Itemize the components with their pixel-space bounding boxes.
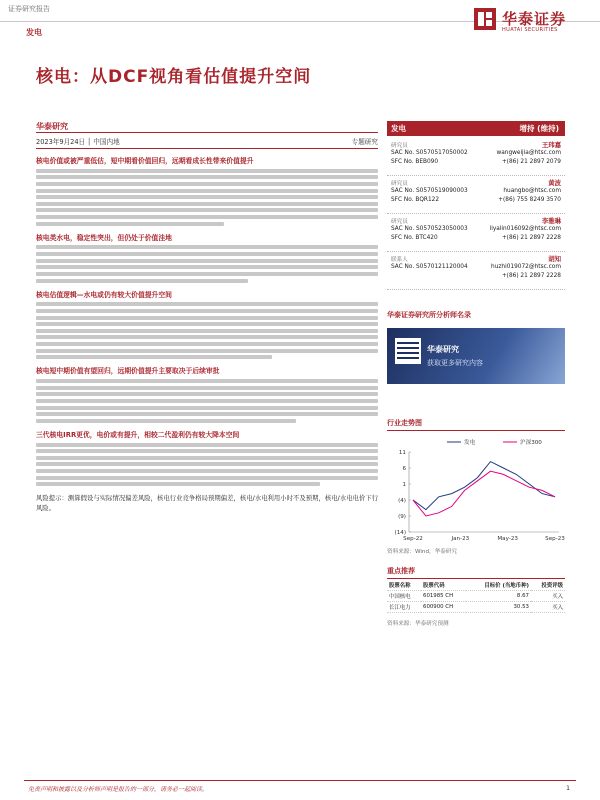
series-line bbox=[413, 462, 555, 510]
text-line-placeholder bbox=[36, 406, 378, 410]
text-line-placeholder bbox=[36, 252, 378, 256]
text-line-placeholder bbox=[36, 222, 224, 226]
analyst-phone: +(86) 755 8249 3570 bbox=[498, 197, 561, 203]
text-line-placeholder bbox=[36, 175, 378, 179]
analyst-sac: SAC No. S0570121120004 bbox=[391, 264, 468, 270]
logo-subtext: HUATAI SECURITIES bbox=[502, 27, 558, 33]
text-line-placeholder bbox=[36, 456, 378, 460]
y-tick-label: 6 bbox=[402, 466, 406, 472]
analyst-card bbox=[387, 252, 565, 290]
analyst-role: 研究员 bbox=[391, 219, 408, 225]
text-line-placeholder bbox=[36, 265, 378, 269]
picks-row[interactable] bbox=[387, 591, 565, 602]
picks-heading: 重点推荐 bbox=[387, 567, 415, 575]
qr-code-icon bbox=[395, 338, 421, 364]
text-line-placeholder bbox=[36, 392, 378, 396]
section-paragraph bbox=[36, 443, 378, 487]
y-tick-label: 11 bbox=[398, 450, 406, 456]
banner-title: 华泰研究 bbox=[427, 345, 459, 354]
industry-trend-chart bbox=[387, 434, 565, 546]
banner-subtitle: 获取更多研究内容 bbox=[427, 359, 483, 367]
chart-source: 资料来源：Wind，华泰研究 bbox=[387, 549, 457, 555]
date-divider bbox=[36, 148, 378, 149]
series-line bbox=[413, 471, 555, 516]
text-line-placeholder bbox=[36, 476, 378, 480]
section-paragraph bbox=[36, 245, 378, 282]
x-tick-label: Jan-23 bbox=[451, 536, 470, 542]
picks-column-header: 股票代码 bbox=[421, 580, 466, 591]
research-team: 华泰研究 bbox=[36, 122, 68, 131]
analyst-card bbox=[387, 176, 565, 214]
section-paragraph bbox=[36, 169, 378, 226]
text-line-placeholder bbox=[36, 482, 320, 486]
text-line-placeholder bbox=[36, 215, 378, 219]
text-line-placeholder bbox=[36, 349, 378, 353]
section-paragraph bbox=[36, 379, 378, 423]
x-tick-label: May-23 bbox=[497, 536, 518, 542]
analyst-role: 联系人 bbox=[391, 257, 408, 263]
section-heading: 核电估值逻辑—水电或仍有较大价值提升空间 bbox=[36, 290, 172, 299]
body-text bbox=[36, 157, 378, 513]
rating-bar bbox=[387, 121, 565, 136]
huatai-logo-icon bbox=[474, 8, 496, 30]
page-number: 1 bbox=[566, 784, 571, 792]
picks-table-wrap bbox=[387, 580, 565, 613]
text-line-placeholder bbox=[36, 302, 378, 306]
text-line-placeholder bbox=[36, 309, 378, 313]
text-line-placeholder bbox=[36, 412, 378, 416]
text-line-placeholder bbox=[36, 419, 296, 423]
analyst-sfc: SFC No. BEB090 bbox=[391, 159, 439, 165]
date-line bbox=[36, 136, 378, 146]
text-line-placeholder bbox=[36, 449, 378, 453]
text-line-placeholder bbox=[36, 259, 378, 263]
text-line-placeholder bbox=[36, 329, 378, 333]
report-date: 2023年9月24日 │ 中国内地 bbox=[36, 138, 120, 146]
text-line-placeholder bbox=[36, 386, 378, 390]
report-type: 证券研究报告 bbox=[8, 5, 50, 13]
analyst-phone: +(86) 21 2897 2079 bbox=[501, 159, 561, 165]
picks-column-header: 目标价 (当地币种) bbox=[466, 580, 531, 591]
analyst-sac: SAC No. S0570523050003 bbox=[391, 226, 468, 232]
text-line-placeholder bbox=[36, 189, 378, 193]
analyst-email[interactable]: liyalin016092@htsc.com bbox=[489, 226, 561, 232]
analyst-name: 王玮嘉 bbox=[541, 141, 561, 149]
section-heading: 核电类水电，稳定性突出，但仍处于价值洼地 bbox=[36, 233, 172, 242]
text-line-placeholder bbox=[36, 279, 248, 283]
x-tick-label: Sep-22 bbox=[403, 536, 423, 542]
y-tick-label: (4) bbox=[398, 498, 406, 504]
promo-banner[interactable] bbox=[387, 328, 565, 384]
text-line-placeholder bbox=[36, 169, 378, 173]
x-tick-label: Sep-23 bbox=[545, 536, 565, 542]
analyst-sac: SAC No. S0570519090003 bbox=[391, 188, 468, 194]
footer-disclaimer: 免责声明和披露以及分析师声明是报告的一部分，请务必一起阅读。 bbox=[28, 786, 209, 793]
picks-cell: 买入 bbox=[531, 591, 565, 602]
section-heading: 三代核电IRR更优，电价或有提升，相较二代盈利仍有较大降本空间 bbox=[36, 430, 240, 439]
y-tick-label: (9) bbox=[398, 514, 406, 520]
picks-column-header: 投资评级 bbox=[531, 580, 565, 591]
analyst-email[interactable]: huangbo@htsc.com bbox=[503, 188, 561, 194]
section-heading: 核电短中期价值有望回归，远期价值提升主要取决于后续审批 bbox=[36, 367, 220, 376]
text-line-placeholder bbox=[36, 208, 378, 212]
y-tick-label: (14) bbox=[394, 530, 406, 536]
text-line-placeholder bbox=[36, 202, 378, 206]
text-line-placeholder bbox=[36, 399, 378, 403]
risk-warning: 风险提示：测算假设与实际情况偏差风险，核电行业竞争格局预期偏差，核电/水电利用小时不及预期，核电/水电电价下行风险。 bbox=[36, 495, 378, 512]
text-line-placeholder bbox=[36, 182, 378, 186]
picks-row[interactable] bbox=[387, 602, 565, 613]
text-line-placeholder bbox=[36, 469, 378, 473]
chart-divider bbox=[387, 430, 565, 431]
analyst-card bbox=[387, 138, 565, 176]
picks-cell: 600900 CH bbox=[421, 602, 466, 613]
analyst-role: 研究员 bbox=[391, 143, 408, 149]
report-kind: 专题研究 bbox=[351, 138, 378, 146]
footer-divider bbox=[24, 780, 576, 781]
text-line-placeholder bbox=[36, 316, 378, 320]
text-line-placeholder bbox=[36, 379, 378, 383]
analyst-sac: SAC No. S0570517050002 bbox=[391, 150, 468, 156]
picks-cell: 买入 bbox=[531, 602, 565, 613]
picks-cell: 长江电力 bbox=[387, 602, 421, 613]
picks-divider bbox=[387, 578, 565, 579]
analyst-name: 胡知 bbox=[548, 255, 561, 263]
chart-heading: 行业走势图 bbox=[387, 419, 422, 427]
text-line-placeholder bbox=[36, 335, 378, 339]
analyst-card bbox=[387, 214, 565, 252]
picks-cell: 中国核电 bbox=[387, 591, 421, 602]
text-line-placeholder bbox=[36, 272, 378, 276]
text-line-placeholder bbox=[36, 195, 378, 199]
picks-cell: 30.53 bbox=[466, 602, 531, 613]
section-heading: 核电价值或被严重低估，短中期看价值回归，远期看成长性带来价值提升 bbox=[36, 157, 254, 165]
picks-header-row bbox=[387, 580, 565, 591]
analyst-directory-heading[interactable]: 华泰证券研究所分析师名录 bbox=[387, 311, 471, 319]
picks-column-header: 股票名称 bbox=[387, 580, 421, 591]
text-line-placeholder bbox=[36, 462, 378, 466]
analyst-sfc: SFC No. BTC420 bbox=[391, 235, 438, 241]
picks-table bbox=[387, 580, 565, 613]
picks-cell: 601985 CH bbox=[421, 591, 466, 602]
text-line-placeholder bbox=[36, 322, 378, 326]
text-line-placeholder bbox=[36, 443, 378, 447]
picks-source: 资料来源：华泰研究预测 bbox=[387, 621, 449, 627]
analyst-name: 李雅琳 bbox=[541, 217, 561, 225]
logo-text: 华泰证券 bbox=[502, 10, 567, 28]
legend-label: 发电 bbox=[464, 440, 476, 446]
analyst-list bbox=[387, 138, 565, 290]
analyst-email[interactable]: wangweijia@htsc.com bbox=[496, 150, 561, 156]
analyst-phone: +(86) 21 2897 2228 bbox=[501, 235, 561, 241]
rating-sector: 发电 bbox=[391, 124, 406, 133]
section-paragraph bbox=[36, 302, 378, 359]
analyst-name: 黄波 bbox=[548, 179, 561, 187]
analyst-role: 研究员 bbox=[391, 181, 408, 187]
analyst-phone: +(86) 21 2897 2228 bbox=[501, 273, 561, 279]
text-line-placeholder bbox=[36, 342, 378, 346]
legend-label: 沪深300 bbox=[520, 440, 542, 446]
analyst-sfc: SFC No. BQR122 bbox=[391, 197, 440, 203]
text-line-placeholder bbox=[36, 245, 378, 249]
picks-cell: 8.67 bbox=[466, 591, 531, 602]
sector-label: 发电 bbox=[26, 28, 42, 37]
rating-value: 增持 (维持) bbox=[519, 124, 559, 133]
text-line-placeholder bbox=[36, 355, 272, 359]
report-title: 核电：从DCF视角看估值提升空间 bbox=[36, 67, 312, 87]
title-divider bbox=[36, 132, 378, 133]
y-tick-label: 1 bbox=[402, 482, 406, 488]
analyst-email[interactable]: huzhi019072@htsc.com bbox=[491, 264, 561, 270]
